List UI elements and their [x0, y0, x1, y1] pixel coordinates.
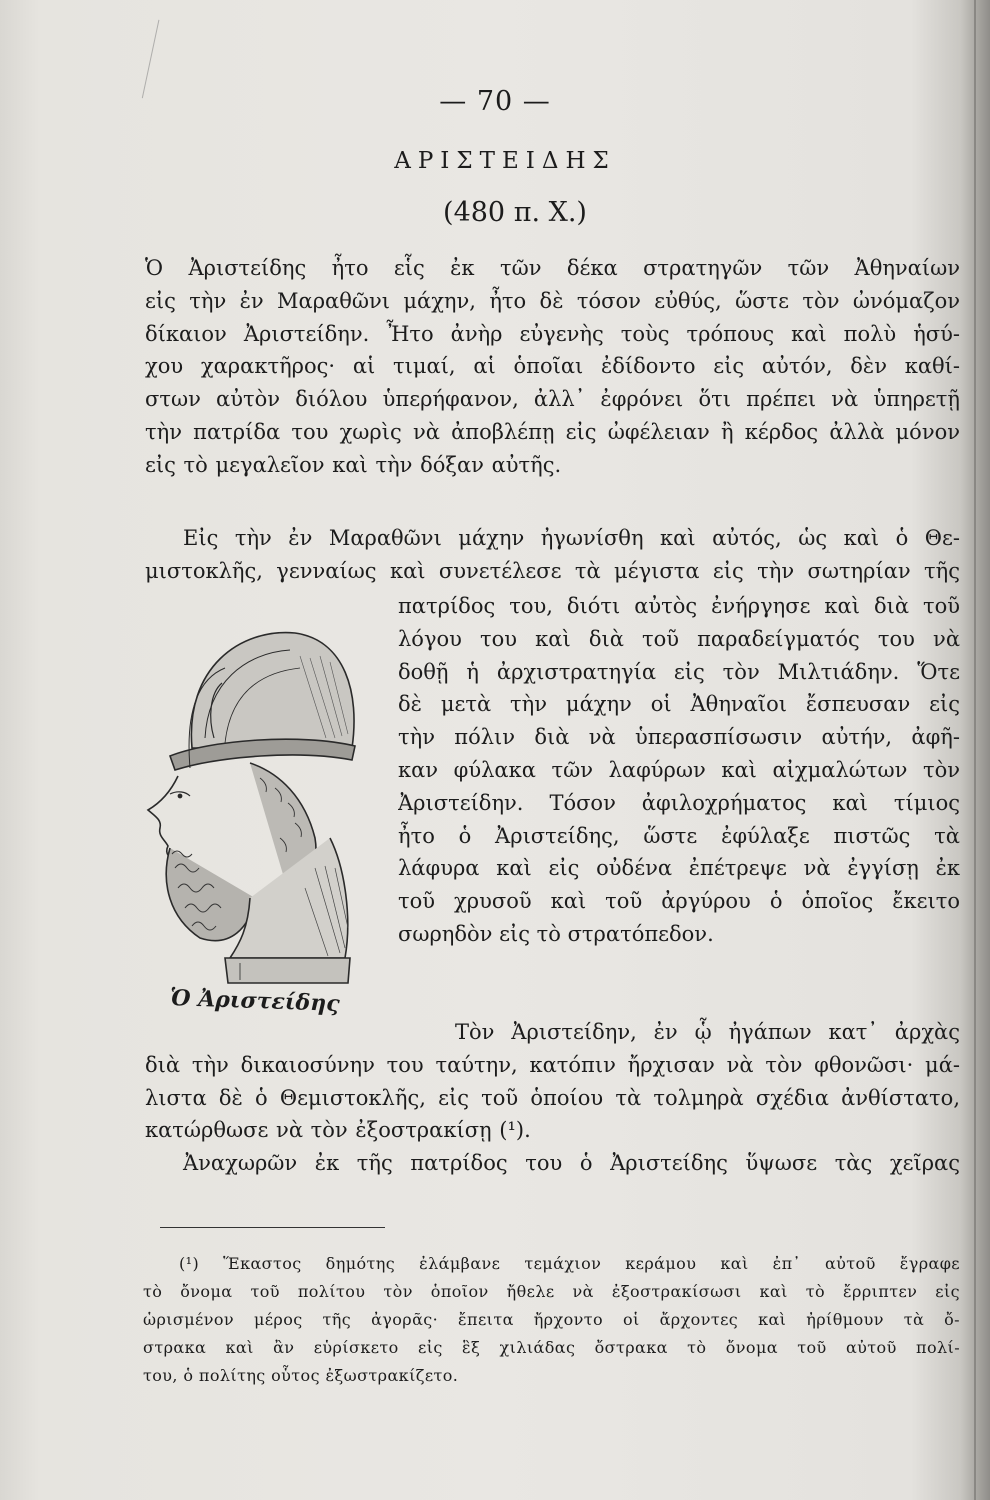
paragraph-2-start: [145, 522, 960, 588]
text-line: στων αὐτὸν διόλου ὑπερήφανον, ἀλλ᾽ ἐφρόνει ὅτι πρέπει νὰ ὑπηρετῇ: [145, 387, 960, 412]
text-line: δοθῇ ἡ ἀρχιστρατηγία εἰς τὸν Μιλτιάδην. Ὅτε: [398, 659, 960, 684]
text-line: καν φύλακα τῶν λαφύρων καὶ αἰχμαλώτων τὸν: [398, 757, 960, 782]
page-number: — 70 —: [439, 86, 551, 117]
text-line: εἰς τὴν ἐν Μαραθῶνι μάχην, ἦτο δὲ τόσον εὐθύς, ὥστε τὸν ὠνόμαζον: [145, 288, 960, 313]
text-line: λάφυρα καὶ εἰς οὐδένα ἐπέτρεψε νὰ ἐγγίσῃ ἐκ: [398, 856, 960, 881]
text-line: ἦτο ὁ Ἀριστείδης, ὥστε ἐφύλαξε πιστῶς τὰ: [398, 823, 960, 848]
text-line: λόγου του καὶ διὰ τοῦ παραδείγματός του νὰ: [398, 626, 960, 651]
text-line: εἰς τὸ μεγαλεῖον καὶ τὴν δόξαν αὐτῆς.: [145, 452, 562, 477]
text-line: διὰ τὴν δικαιοσύνην του ταύτην, κατόπιν ἤρχισαν νὰ τὸν φθονῶσι· μά-: [145, 1052, 960, 1077]
paragraph-2-wrapped: [398, 590, 960, 951]
text-line: Εἰς τὴν ἐν Μαραθῶνι μάχην ἠγωνίσθη καὶ αὐτός, ὡς καὶ ὁ Θε-: [183, 526, 960, 550]
text-line: Τὸν Ἀριστείδην, ἐν ᾧ ἠγάπων κατ᾽ ἀρχὰς: [455, 1020, 960, 1044]
text-line: λιστα δὲ ὁ Θεμιστοκλῆς, εἰς τοῦ ὁποίου τὰ τολμηρὰ σχέδια ἀνθίστατο,: [145, 1085, 960, 1110]
text-line: Ὁ Ἀριστείδης ἦτο εἷς ἐκ τῶν δέκα στρατηγῶν τῶν Ἀθηναίων: [145, 256, 960, 280]
text-line: Ἀναχωρῶν ἐκ τῆς πατρίδος του ὁ Ἀριστείδης ὕψωσε τὰς χεῖρας: [183, 1151, 960, 1176]
footnote-line: ὡρισμένον μέρος τῆς ἀγορᾶς· ἔπειτα ἤρχοντο οἱ ἄρχοντες καὶ ἠρίθμουν τὰ ὄ-: [143, 1310, 960, 1329]
footnote-line: στρακα καὶ ἂν εὑρίσκετο εἰς ἓξ χιλιάδας ὄστρακα τὸ ὄνομα τοῦ αὐτοῦ πολί-: [143, 1338, 960, 1357]
paragraph-3: [145, 1016, 960, 1180]
text-line: κατώρθωσε νὰ τὸν ἐξοστρακίσῃ (¹).: [145, 1118, 531, 1143]
aristides-bust-illustration: [130, 598, 380, 998]
chapter-date: (480 π. Χ.): [443, 197, 587, 228]
text-line: δίκαιον Ἀριστείδην. Ἦτο ἀνὴρ εὐγενὴς τοὺς τρόπους καὶ πολὺ ἡσύ-: [145, 321, 960, 346]
footnote: [143, 1250, 960, 1390]
text-line: πατρίδος του, διότι αὐτὸς ἐνήργησε καὶ διὰ τοῦ: [398, 594, 960, 618]
text-line: τοῦ χρυσοῦ καὶ τοῦ ἀργύρου ὁ ὁποῖος ἔκειτο: [398, 889, 960, 914]
figure-caption: Ὁ Ἀριστείδης: [169, 985, 341, 1017]
bust-engraving: [130, 598, 380, 998]
paragraph-1: [145, 252, 960, 482]
footnote-line: του, ὁ πολίτης οὗτος ἐξωστρακίζετο.: [143, 1366, 459, 1385]
text-line: τὴν πατρίδα του χωρὶς νὰ ἀποβλέπῃ εἰς ὠφέλειαν ἢ κέρδος ἀλλὰ μόνον: [145, 419, 960, 444]
footnote-separator: [160, 1227, 385, 1228]
footnote-line: (¹) Ἕκαστος δημότης ἐλάμβανε τεμάχιον κεράμου καὶ ἐπ᾽ αὐτοῦ ἔγραφε: [179, 1254, 960, 1273]
text-line: δὲ μετὰ τὴν μάχην οἱ Ἀθηναῖοι ἔσπευσαν εἰς: [398, 692, 960, 717]
text-line: χου χαρακτῆρος· αἱ τιμαί, αἱ ὁποῖαι ἐδίδοντο εἰς αὐτόν, δὲν καθί-: [145, 354, 960, 379]
text-line: τὴν πόλιν διὰ νὰ ὑπερασπίσωσιν αὐτήν, ἀφῆ-: [398, 725, 960, 750]
text-line: σωρηδὸν εἰς τὸ στρατόπεδον.: [398, 921, 714, 946]
text-line: Ἀριστείδην. Τόσον ἀφιλοχρήματος καὶ τίμιος: [398, 790, 960, 815]
footnote-line: τὸ ὄνομα τοῦ πολίτου τὸν ὁποῖον ἤθελε νὰ ἐξοστρακίσωσι καὶ τὸ ἔρριπτεν εἰς: [143, 1282, 960, 1301]
chapter-title: ΑΡΙΣΤΕΙΔΗΣ: [394, 148, 616, 174]
text-line: μιστοκλῆς, γενναίως καὶ συνετέλεσε τὰ μέγιστα εἰς τὴν σωτηρίαν τῆς: [145, 558, 960, 583]
